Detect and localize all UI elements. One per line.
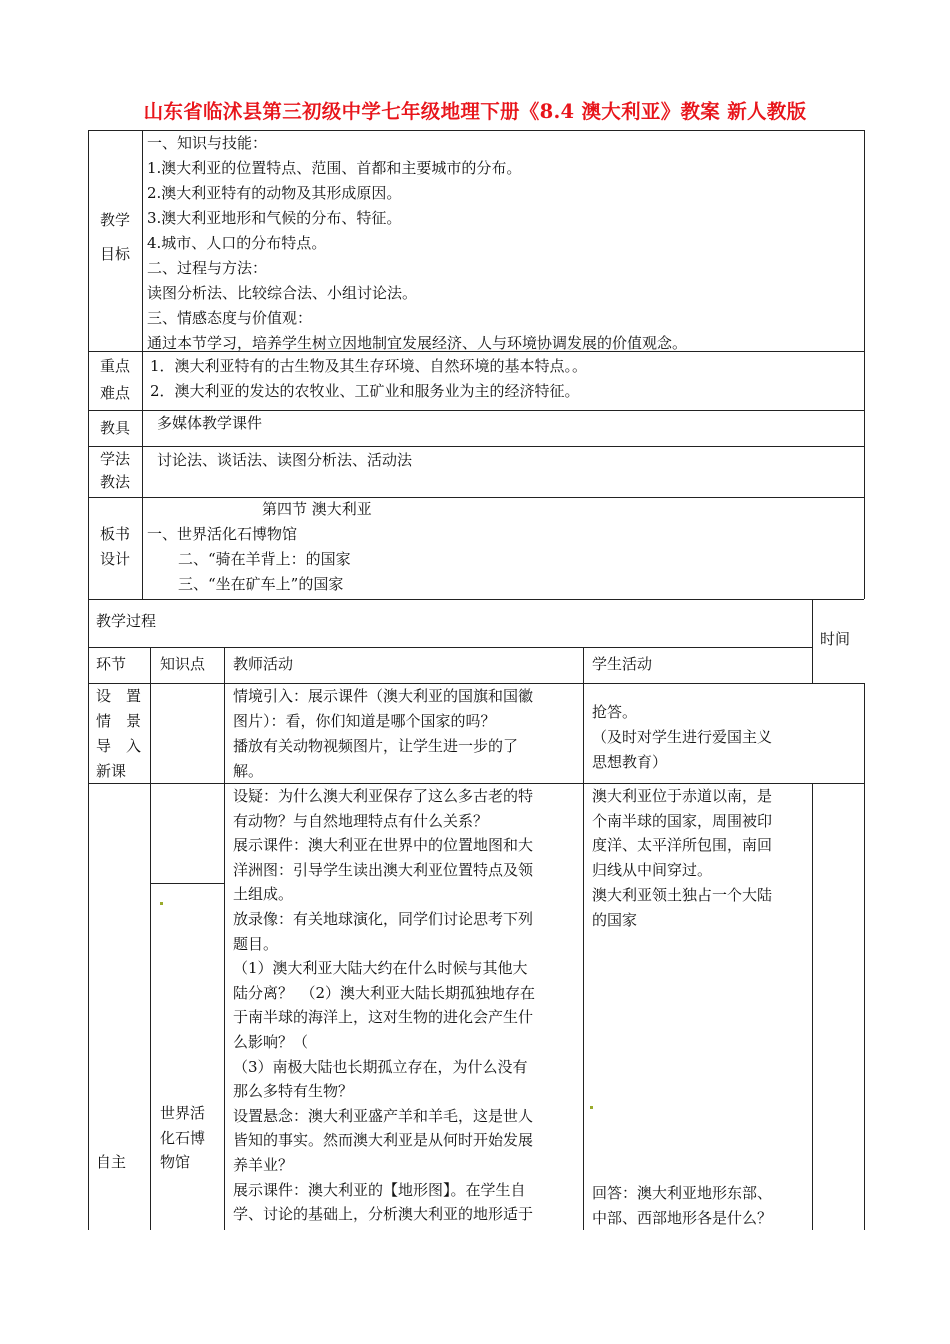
row2-student-c bbox=[592, 1181, 772, 1230]
tools-label: 教具 bbox=[99, 419, 130, 437]
teacher-line: 有动物？与自然地理特点有什么关系？ bbox=[233, 811, 489, 830]
board-label-text: 板书设计 bbox=[99, 525, 130, 568]
board-heading: 第四节 澳大利亚 bbox=[262, 500, 372, 518]
process-label: 教学过程 bbox=[96, 612, 157, 630]
row2-stage: 自主 bbox=[96, 1153, 127, 1171]
row2-student-a bbox=[592, 784, 772, 882]
methods-value: 讨论法、谈话法、读图分析法、活动法 bbox=[157, 451, 413, 469]
board-line: 二、“骑在羊背上：的国家 bbox=[178, 550, 351, 568]
teacher-line: 放录像：有关地球演化，同学们讨论思考下列 bbox=[233, 909, 534, 928]
objectives-line: 通过本节学习，培养学生树立因地制宜发展经济、人与环境协调发展的价值观念。 bbox=[147, 334, 688, 352]
header-stage: 环节 bbox=[96, 655, 127, 673]
teacher-line: 题目。 bbox=[233, 934, 279, 953]
student-line: 中部、西部地形各是什么？ bbox=[592, 1208, 773, 1227]
student-line: （及时对学生进行爱国主义 bbox=[592, 728, 773, 746]
teacher-line: 展示课件：澳大利亚在世界中的位置地图和大 bbox=[233, 836, 534, 855]
objectives-label-text: 教学目标 bbox=[99, 211, 130, 263]
stage-line: 导 入 bbox=[96, 737, 142, 755]
teacher-line: 设置悬念：澳大利亚盛产羊和羊毛，这是世人 bbox=[233, 1106, 534, 1125]
student-line: 澳大利亚领土独占一个大陆 bbox=[592, 886, 773, 904]
objectives-line: 3.澳大利亚地形和气候的分布、特征。 bbox=[147, 209, 402, 227]
teacher-line: 设疑：为什么澳大利亚保存了这么多古老的特 bbox=[233, 787, 534, 805]
teacher-line: 那么多特有生物？ bbox=[233, 1082, 354, 1101]
objectives-line: 三、情感态度与价值观： bbox=[147, 309, 313, 327]
stage-line: 设 置 bbox=[96, 687, 142, 705]
header-student: 学生活动 bbox=[592, 655, 653, 673]
knowledge-line: 世界活 bbox=[160, 1104, 206, 1122]
stage-line: 新课 bbox=[96, 762, 127, 780]
speck-mark bbox=[160, 902, 163, 905]
student-line: 思想教育） bbox=[592, 753, 668, 771]
row2-student-b bbox=[592, 883, 772, 932]
teacher-line: 养羊业？ bbox=[233, 1155, 294, 1174]
keypoints-line: 1．澳大利亚特有的古生物及其生存环境、自然环境的基本特点。。 bbox=[150, 357, 588, 375]
board-label bbox=[88, 522, 142, 572]
student-line: 归线从中间穿过。 bbox=[592, 860, 713, 879]
knowledge-line: 物馆 bbox=[160, 1153, 191, 1171]
teacher-line: 学、讨论的基础上，分析澳大利亚的地形适于 bbox=[233, 1205, 534, 1224]
row2-knowledge bbox=[160, 1101, 205, 1175]
teacher-line: 土组成。 bbox=[233, 885, 294, 904]
teacher-line: 图片）：看，你们知道是哪个国家的吗？ bbox=[233, 712, 496, 730]
keypoints-label bbox=[88, 353, 142, 407]
teacher-line: 么影响？（ bbox=[233, 1032, 309, 1051]
teacher-line: （3）南极大陆也长期孤立存在，为什么没有 bbox=[233, 1057, 528, 1076]
teacher-line: 皆知的事实。然而澳大利亚是从何时开始发展 bbox=[233, 1131, 534, 1150]
objectives-line: 一、知识与技能： bbox=[147, 134, 268, 152]
header-knowledge: 知识点 bbox=[160, 655, 206, 673]
teacher-line: 情境引入：展示课件（澳大利亚的国旗和国徽 bbox=[233, 687, 534, 705]
keypoints-content bbox=[150, 354, 587, 404]
teacher-line: （1）澳大利亚大陆大约在什么时候与其他大 bbox=[233, 959, 528, 978]
speck-mark bbox=[590, 1106, 593, 1109]
student-line: 度洋、太平洋所包围，南回 bbox=[592, 836, 773, 855]
time-label: 时间 bbox=[820, 630, 851, 648]
objectives-line: 4.城市、人口的分布特点。 bbox=[147, 234, 327, 252]
objectives-line: 2.澳大利亚特有的动物及其形成原因。 bbox=[147, 184, 402, 202]
student-line: 澳大利亚位于赤道以南，是 bbox=[592, 787, 773, 805]
row2-teacher bbox=[233, 784, 535, 1227]
row1-student bbox=[592, 700, 772, 775]
keypoints-label-text: 重点难点 bbox=[99, 357, 130, 402]
knowledge-line: 化石博 bbox=[160, 1128, 206, 1147]
student-line: 抢答。 bbox=[592, 703, 638, 721]
objectives-content bbox=[147, 131, 687, 356]
objectives-line: 1.澳大利亚的位置特点、范围、首都和主要城市的分布。 bbox=[147, 159, 522, 177]
page-title: 山东省临沭县第三初级中学七年级地理下册《8.4 澳大利亚》教案 新人教版 bbox=[143, 100, 807, 123]
teacher-line: 陆分离？ （2）澳大利亚大陆长期孤独地存在 bbox=[233, 983, 536, 1002]
methods-label bbox=[88, 448, 142, 494]
student-line: 回答：澳大利亚地形东部、 bbox=[592, 1184, 773, 1202]
methods-label-text: 学法教法 bbox=[99, 450, 130, 491]
teacher-line: 展示课件：澳大利亚的【地形图】。在学生自 bbox=[233, 1180, 526, 1199]
objectives-line: 读图分析法、比较综合法、小组讨论法。 bbox=[147, 284, 418, 302]
stage-line: 情 景 bbox=[96, 712, 142, 730]
teacher-line: 于南半球的海洋上，这对生物的进化会产生什 bbox=[233, 1008, 534, 1027]
objectives-line: 二、过程与方法： bbox=[147, 259, 268, 277]
board-line: 一、世界活化石博物馆 bbox=[147, 525, 298, 543]
row1-stage bbox=[96, 684, 141, 784]
row1-teacher bbox=[233, 684, 533, 784]
student-line: 个南半球的国家，周围被印 bbox=[592, 811, 773, 830]
objectives-label bbox=[88, 203, 142, 271]
tools-value: 多媒体教学课件 bbox=[157, 414, 263, 432]
teacher-line: 播放有关动物视频图片，让学生进一步的了 bbox=[233, 737, 519, 755]
teacher-line: 解。 bbox=[233, 762, 264, 780]
student-line: 的国家 bbox=[592, 910, 638, 929]
header-teacher: 教师活动 bbox=[233, 655, 294, 673]
board-line: 三、“坐在矿车上”的国家 bbox=[178, 575, 344, 593]
keypoints-line: 2．澳大利亚的发达的农牧业、工矿业和服务业为主的经济特征。 bbox=[150, 382, 580, 400]
teacher-line: 洋洲图：引导学生读出澳大利亚位置特点及领 bbox=[233, 860, 534, 879]
